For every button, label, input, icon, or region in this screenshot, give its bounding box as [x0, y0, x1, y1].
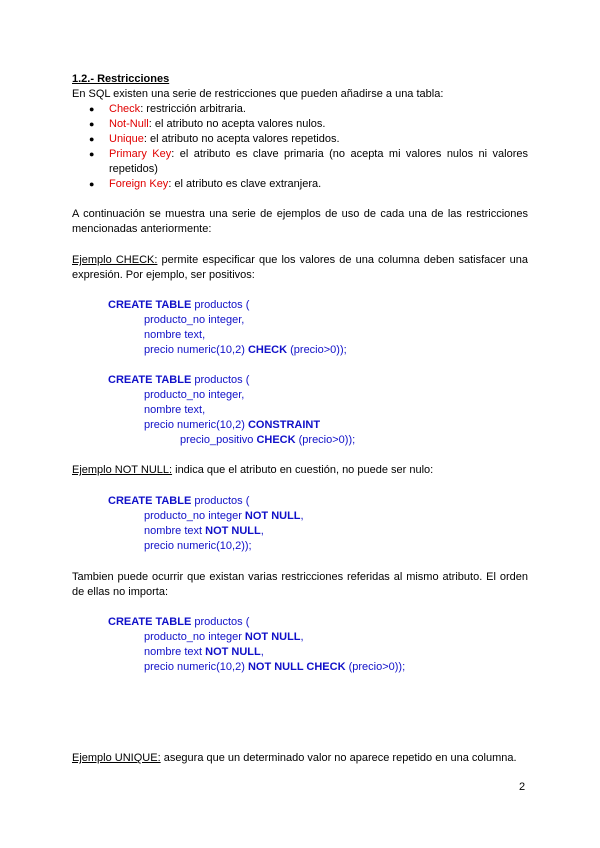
notnull-label: Ejemplo NOT NULL:	[72, 464, 173, 476]
code-line: CREATE TABLE productos (	[108, 616, 250, 628]
unique-paragraph	[72, 751, 528, 766]
restriction-desc: : el atributo no acepta valores nulos.	[148, 118, 326, 130]
restriction-name: Check	[109, 103, 141, 115]
check-paragraph	[72, 253, 528, 283]
list-item	[72, 132, 528, 147]
code-line: nombre text NOT NULL,	[144, 525, 264, 537]
list-item	[72, 102, 528, 117]
unique-label: Ejemplo UNIQUE:	[72, 752, 161, 764]
notnull-text: indica que el atributo en cuestión, no puede ser nulo:	[172, 464, 434, 476]
restriction-name: Primary Key	[109, 148, 172, 160]
code-line: precio numeric(10,2) CONSTRAINT	[144, 419, 321, 431]
restrictions-list	[72, 102, 528, 192]
restriction-desc: : el atributo es clave extranjera.	[168, 178, 322, 190]
restriction-desc: : el atributo no acepta valores repetidos.	[143, 133, 340, 145]
restriction-name: Foreign Key	[109, 178, 169, 190]
code-line: nombre text NOT NULL,	[144, 646, 264, 658]
multi-paragraph: Tambien puede ocurrir que existan varias restricciones referidas al mismo atributo. El orden de ellas no importa:	[72, 571, 528, 598]
list-item	[72, 147, 528, 177]
code-line: precio numeric(10,2));	[144, 540, 252, 552]
code-line: CREATE TABLE productos (	[108, 299, 250, 311]
check-label: Ejemplo CHECK:	[72, 254, 158, 266]
restriction-desc: : restricción arbitraria.	[140, 103, 246, 115]
restriction-name: Unique	[109, 133, 144, 145]
restriction-desc: : el atributo es clave primaria (no acepta mi valores nulos ni valores repetidos)	[109, 148, 528, 175]
unique-text: asegura que un determinado valor no aparece repetido en una columna.	[160, 752, 517, 764]
code-line: nombre text,	[144, 329, 206, 341]
intro-text: En SQL existen una serie de restricciones que pueden añadirse a una tabla:	[72, 88, 444, 100]
restriction-name: Not-Null	[109, 118, 149, 130]
code-line: nombre text,	[144, 404, 206, 416]
bullet-icon: ●	[89, 119, 95, 129]
code-line: producto_no integer NOT NULL,	[144, 631, 304, 643]
section-title: 1.2.- Restricciones	[72, 73, 170, 85]
bullet-icon: ●	[89, 104, 95, 114]
code-line: producto_no integer NOT NULL,	[144, 510, 304, 522]
code-line: precio numeric(10,2) NOT NULL CHECK (precio>0));	[144, 661, 406, 673]
notnull-paragraph	[72, 463, 528, 478]
code-line: precio numeric(10,2) CHECK (precio>0));	[144, 344, 347, 356]
list-item	[72, 117, 528, 132]
bullet-icon: ●	[89, 179, 95, 189]
bullet-icon: ●	[89, 134, 95, 144]
code-line: CREATE TABLE productos (	[108, 495, 250, 507]
code-line: producto_no integer,	[144, 314, 245, 326]
page-number: 2	[519, 781, 526, 793]
list-item	[72, 177, 528, 192]
bullet-icon: ●	[89, 149, 95, 159]
examples-intro: A continuación se muestra una serie de ejemplos de uso de cada una de las restricciones mencionadas anteriormente:	[72, 208, 528, 235]
code-line: CREATE TABLE productos (	[108, 374, 250, 386]
check-text: permite especificar que los valores de una columna deben satisfacer una expresión. Por ejemplo, ser positivos:	[72, 254, 528, 281]
code-line: producto_no integer,	[144, 389, 245, 401]
code-line: precio_positivo CHECK (precio>0));	[180, 434, 356, 446]
